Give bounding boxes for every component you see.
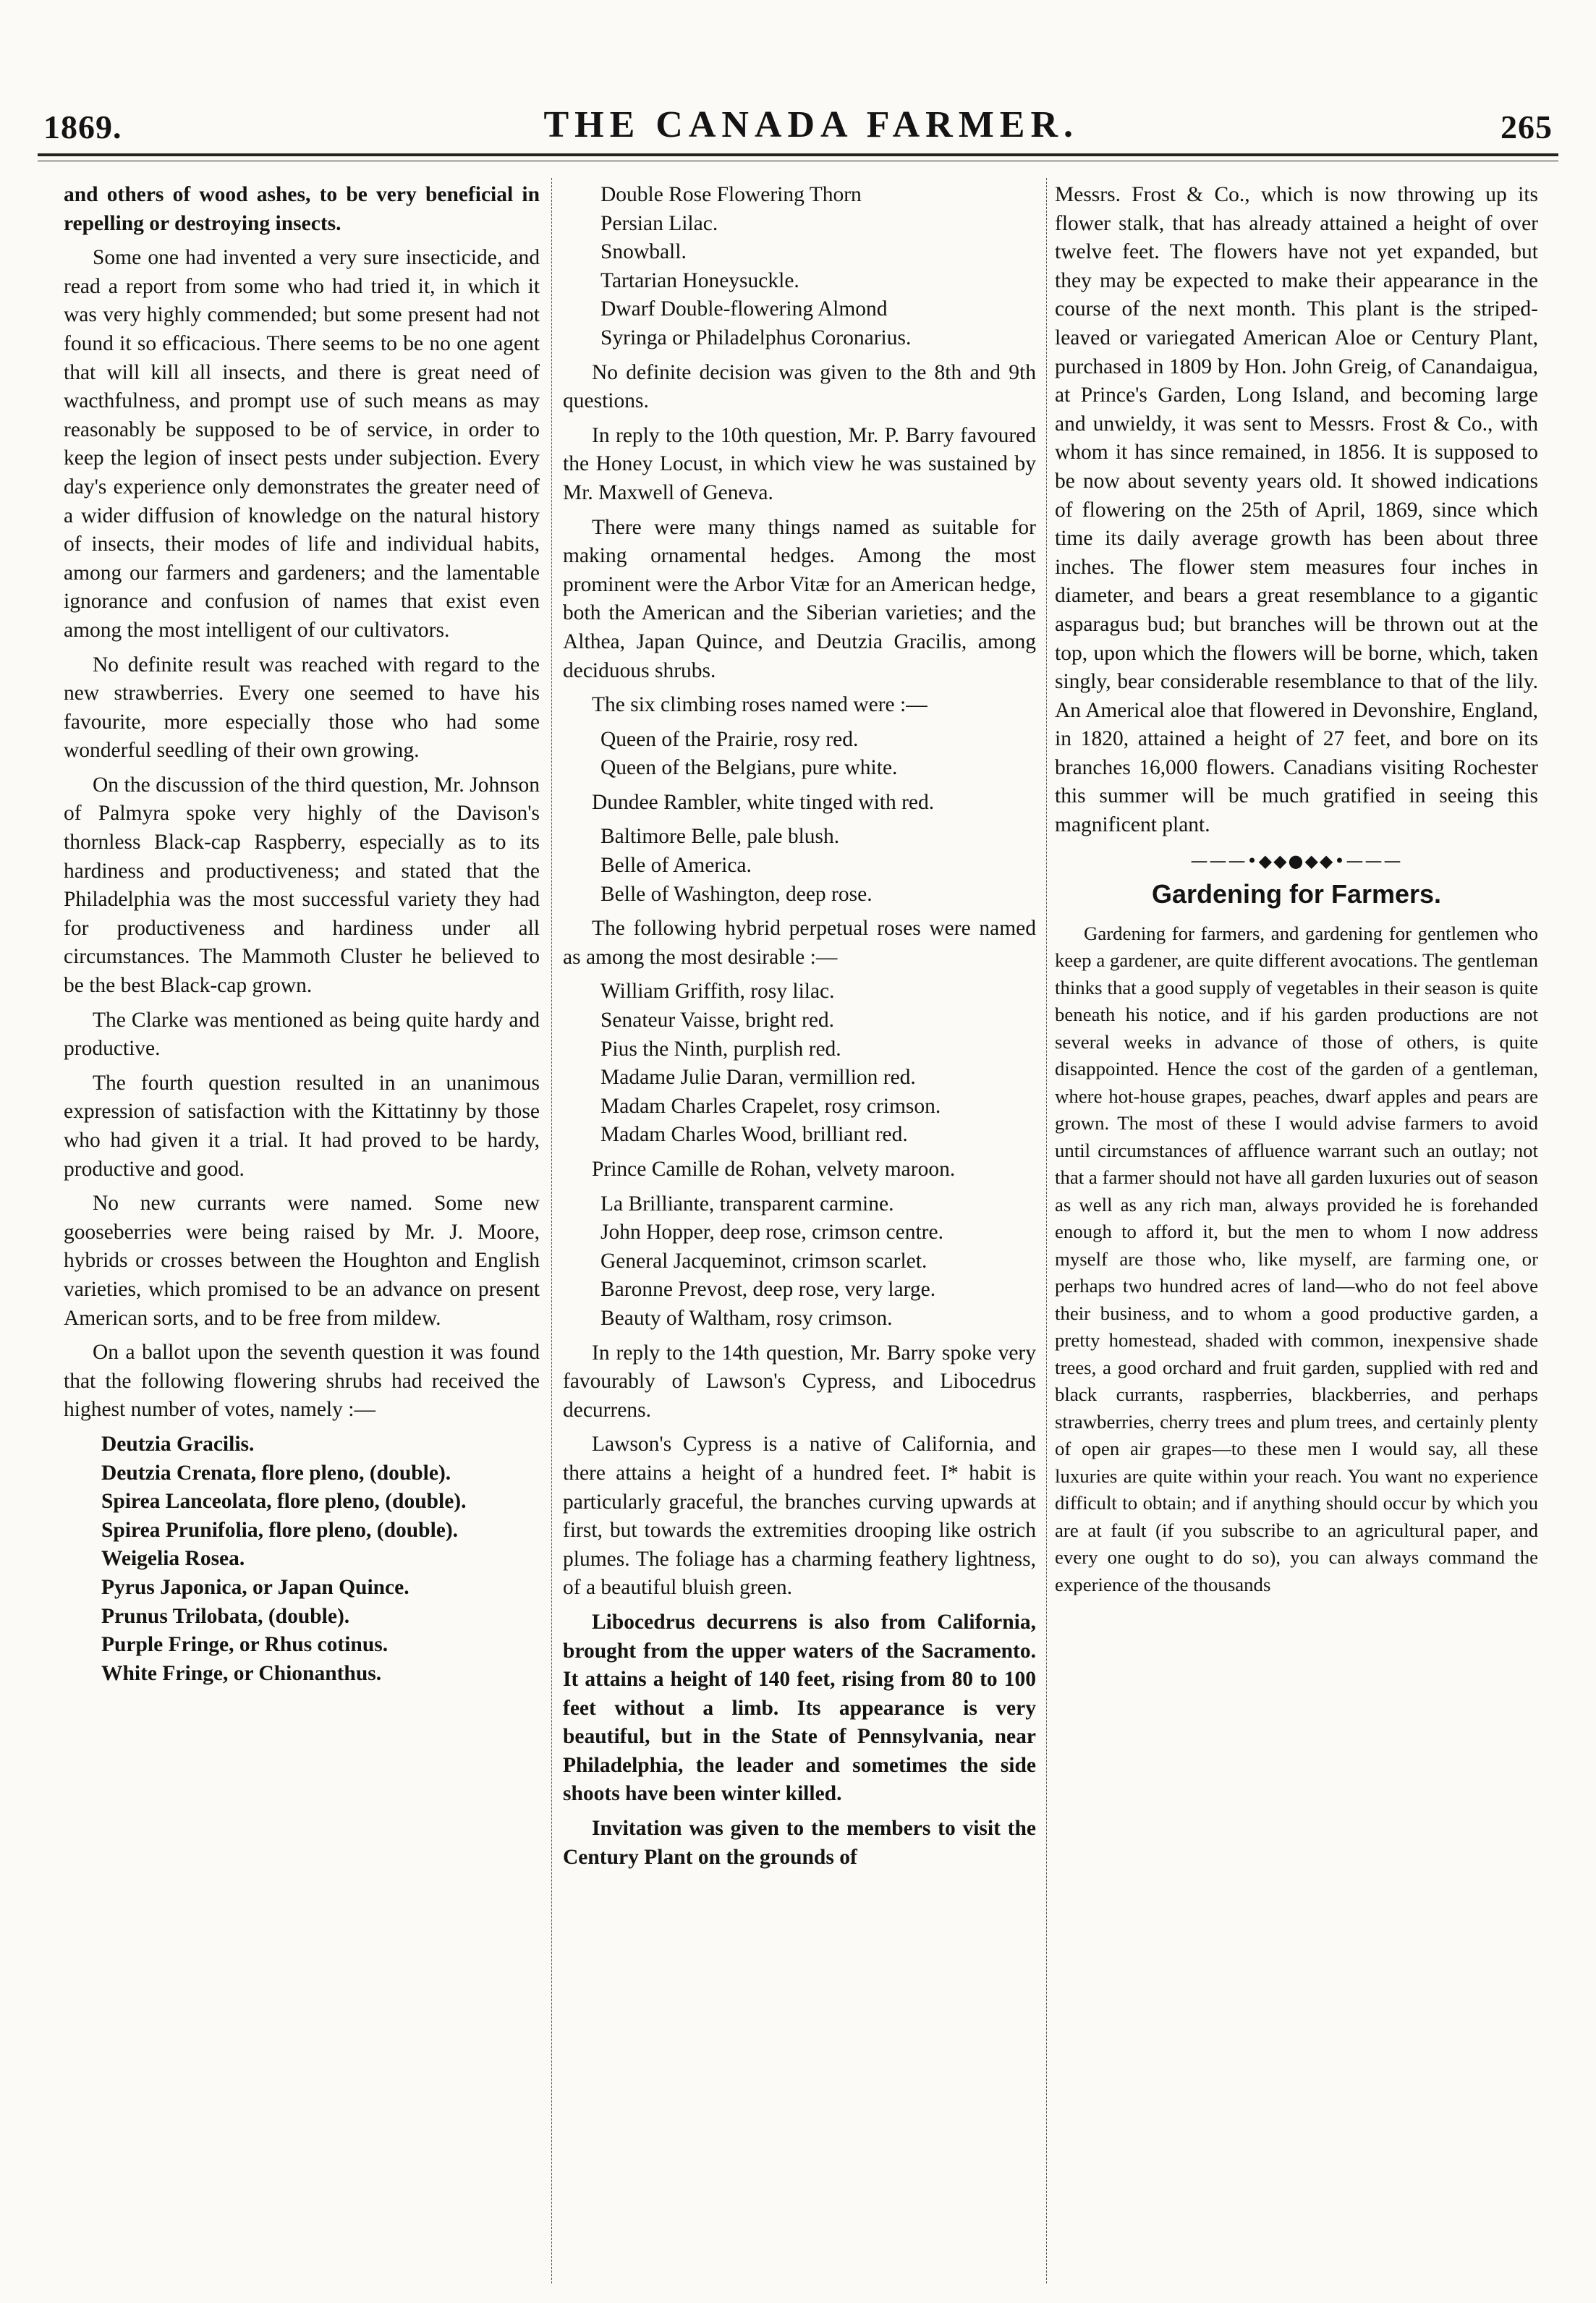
paragraph: In reply to the 10th question, Mr. P. Barry favoured the Honey Locust, in which view he was sustained by Mr. Maxwell of Geneva. [563,423,1036,504]
paragraph: Some one had invented a very sure insecticide, and read a report from some who had tried it, in which it was very highly commended; but some present had not found it so efficacious. There seems to be no one agent that will kill all insects, and there is great need of wacthfulness, and prompt use of such means as may reasonably be supposed to be of service, in order to keep the legion of insect pests under subjection. Every day's experience only demonstrates the greater need of a wider diffusion of knowledge on the natural history of insects, their modes of life and individual habits, among our farmers and gardeners; and the lamentable ignorance and confusion of names that exist even among the most intelligent of our cultivators. [64,246,540,642]
column-divider [551,178,552,2283]
header-page-number: 265 [1501,109,1553,145]
list-item: Syringa or Philadelphus Coronarius. [600,326,912,349]
list-item: Queen of the Belgians, pure white. [600,756,898,780]
list-item-wrapped: Prince Camille de Rohan, velvety maroon. [592,1158,956,1181]
paragraph: and others of wood ashes, to be very beneficial in repelling or destroying insects. [64,183,540,235]
list-item: Senateur Vaisse, bright red. [600,1009,835,1032]
list-item: John Hopper, deep rose, crimson centre. [600,1221,943,1244]
paragraph: In reply to the 14th question, Mr. Barry spoke very favourably of Lawson's Cypress, and Libocedrus decurrens. [563,1341,1036,1422]
paragraph: No new currants were named. Some new gooseberries were being raised by Mr. J. Moore, hybrids or crosses between the Houghton and English varieties, which promised to be an advance on present American sorts, and to be free from mildew. [64,1192,540,1330]
header-year: 1869. [43,109,122,145]
column-2 [563,181,1036,2279]
paragraph: No definite result was reached with regard to the new strawberries. Every one seemed to have his favourite, more especially those who had some wonderful seedling of their own growing. [64,653,540,763]
paragraph: On a ballot upon the seventh question it was found that the following flowering shrubs had received the highest number of votes, namely :— [64,1341,540,1422]
climbing-roses-list [563,726,1036,783]
list-item: La Brilliante, transparent carmine. [600,1192,894,1216]
list-item: Spirea Prunifolia, flore pleno, (double). [101,1518,459,1542]
list-item: White Fringe, or Chionanthus. [101,1661,382,1685]
paragraph: The Clarke was mentioned as being quite hardy and productive. [64,1008,540,1061]
list-item: Belle of Washington, deep rose. [600,882,873,906]
list-item: Pius the Ninth, purplish red. [600,1037,841,1061]
column-3 [1055,181,1538,2279]
column-1 [64,181,540,2279]
list-item: Double Rose Flowering Thorn [600,183,862,206]
paragraph: The fourth question resulted in an unanimous expression of satisfaction with the Kittatinny by those who had given it a trial. It had proved to be hardy, productive and good. [64,1071,540,1181]
paragraph: On the discussion of the third question, Mr. Johnson of Palmyra spoke very highly of the Davison's thornless Black-cap Raspberry, especially as to its hardiness and productiveness; and stated that the Philadelphia was the most successful variety they had for productiveness and hardiness under all circumstances. The Mammoth Cluster he believed to be the best Black-cap grown. [64,773,540,998]
list-item: Tartarian Honeysuckle. [600,268,799,292]
list-item: Belle of America. [600,854,752,878]
shrub-list [64,1430,540,1688]
hybrid-roses-list [563,1190,1036,1333]
list-item: Spirea Lanceolata, flore pleno, (double). [101,1490,467,1514]
paragraph: The following hybrid perpetual roses were named as among the most desirable :— [563,917,1036,969]
list-item: William Griffith, rosy lilac. [600,980,835,1004]
shrub-list-continued [563,181,1036,353]
paragraph: The six climbing roses named were :— [592,693,928,717]
section-ornament: ———•◆◆●◆◆•——— [1190,850,1403,871]
list-item: Madame Julie Daran, vermillion red. [600,1066,916,1090]
paragraph: Messrs. Frost & Co., which is now throwing up its flower stalk, that has already attained a height of over twelve feet. The flowers have not yet expanded, but they may be expected to make their appearance in the course of the next month. This plant is the striped-leaved or variegated American Aloe or Century Plant, purchased in 1809 by Hon. John Greig, of Canandaigua, at Prince's Garden, Long Island, and becoming large and unwieldy, it was sent to Messrs. Frost & Co., with whom it has since remained, in 1856. It is supposed to be now about seventy years old. It showed indications of flowering on the 25th of April, 1869, since which time its daily average growth has been about three inches. The flower stem measures four inches in diameter, and bears a great resemblance to a gigantic asparagus bud; but branches will be thrown out at the top, upon which the flowers will be borne, which, taken singly, bear considerable resemblance to that of the lily. An Americal aloe that flowered in Devonshire, England, in 1820, attained a height of 27 feet, and bore on its branches 16,000 flowers. Canadians visiting Rochester this summer will be much gratified in seeing this magnificent plant. [1055,183,1538,837]
list-item: Madam Charles Crapelet, rosy crimson. [600,1094,941,1118]
list-item: Queen of the Prairie, rosy red. [600,727,859,751]
list-item: Purple Fringe, or Rhus cotinus. [101,1633,389,1657]
header-title: THE CANADA FARMER. [543,104,1079,145]
article-heading: Gardening for Farmers. [1151,879,1442,909]
list-item: General Jacqueminot, crimson scarlet. [600,1249,928,1273]
list-item: Madam Charles Wood, brilliant red. [600,1123,908,1147]
list-item: Prunus Trilobata, (double). [101,1604,350,1628]
paragraph: Gardening for farmers, and gardening for gentlemen who keep a gardener, are quite different avocations. The gentleman thinks that a good supply of vegetables in their season is quite beneath his notice, and if his garden productions are not several weeks in advance of those of others, is quite disappointed. Hence the cost of the garden of a gentleman, where hot-house grapes, peaches, dwarf apples and pears are grown. The most of these I would advise farmers to avoid until circumstances of affluence warrant such an outlay; not that a farmer should not have all garden luxuries out of season as well as any rich man, always provided he is forehanded enough to afford it, but the men to whom I now address myself are those who, like myself, are farming one, or perhaps two hundred acres of land—who do not feel above their business, and to whom a good productive garden, a pretty homestead, shaded with common, inexpensive shade trees, a good orchard and fruit garden, supplied with red and black currants, raspberries, blackberries, and perhaps strawberries, cherry trees and plum trees, and certainly plenty of open air grapes—to these men I would say, all these luxuries are quite within your reach. You want no experience difficult to obtain; and if anything should occur by which you are at fault (if you subscribe to an agricultural paper, and every one ought to do so), you can always command the experience of the thousands [1055,922,1538,1595]
list-item: Dwarf Double-flowering Almond [600,297,888,321]
list-item: Pyrus Japonica, or Japan Quince. [101,1575,409,1599]
list-item: Deutzia Gracilis. [101,1432,255,1456]
list-item-wrapped: Dundee Rambler, white tinged with red. [592,790,935,814]
paragraph: There were many things named as suitable for making ornamental hedges. Among the most prominent were the Arbor Vitæ for an American hedge, both the American and the Siberian varieties; and the Althea, Japan Quince, and Deutzia Gracilis, among deciduous shrubs. [563,515,1036,682]
list-item: Deutzia Crenata, flore pleno, (double). [101,1461,451,1485]
paragraph: No definite decision was given to the 8th and 9th questions. [563,360,1036,413]
list-item: Baronne Prevost, deep rose, very large. [600,1278,936,1302]
header-rule-thick [38,153,1558,156]
list-item: Beauty of Waltham, rosy crimson. [600,1306,893,1330]
page-header [43,88,1553,146]
list-item: Snowball. [600,240,687,264]
list-item: Baltimore Belle, pale blush. [600,825,840,849]
list-item: Persian Lilac. [600,211,718,235]
column-divider [1046,178,1047,2283]
hybrid-roses-list [563,977,1036,1150]
list-item: Weigelia Rosea. [101,1547,245,1571]
paragraph: Libocedrus decurrens is also from California, brought from the upper waters of the Sacramento. It attains a height of 140 feet, rising from 80 to 100 feet without a limb. Its appearance is very beautiful, but in the State of Pennsylvania, near Philadelphia, the leader and sometimes the side shoots have been winter killed. [563,1610,1036,1806]
climbing-roses-list [563,823,1036,909]
paragraph: Invitation was given to the members to visit the Century Plant on the grounds of [563,1817,1036,1869]
paragraph: Lawson's Cypress is a native of California, and there attains a height of a hundred feet. I* habit is particularly graceful, the branches curving upwards at first, but towards the extremities drooping like ostrich plumes. The foliage has a charming feathery lightness, of a beautiful bluish green. [563,1433,1036,1600]
